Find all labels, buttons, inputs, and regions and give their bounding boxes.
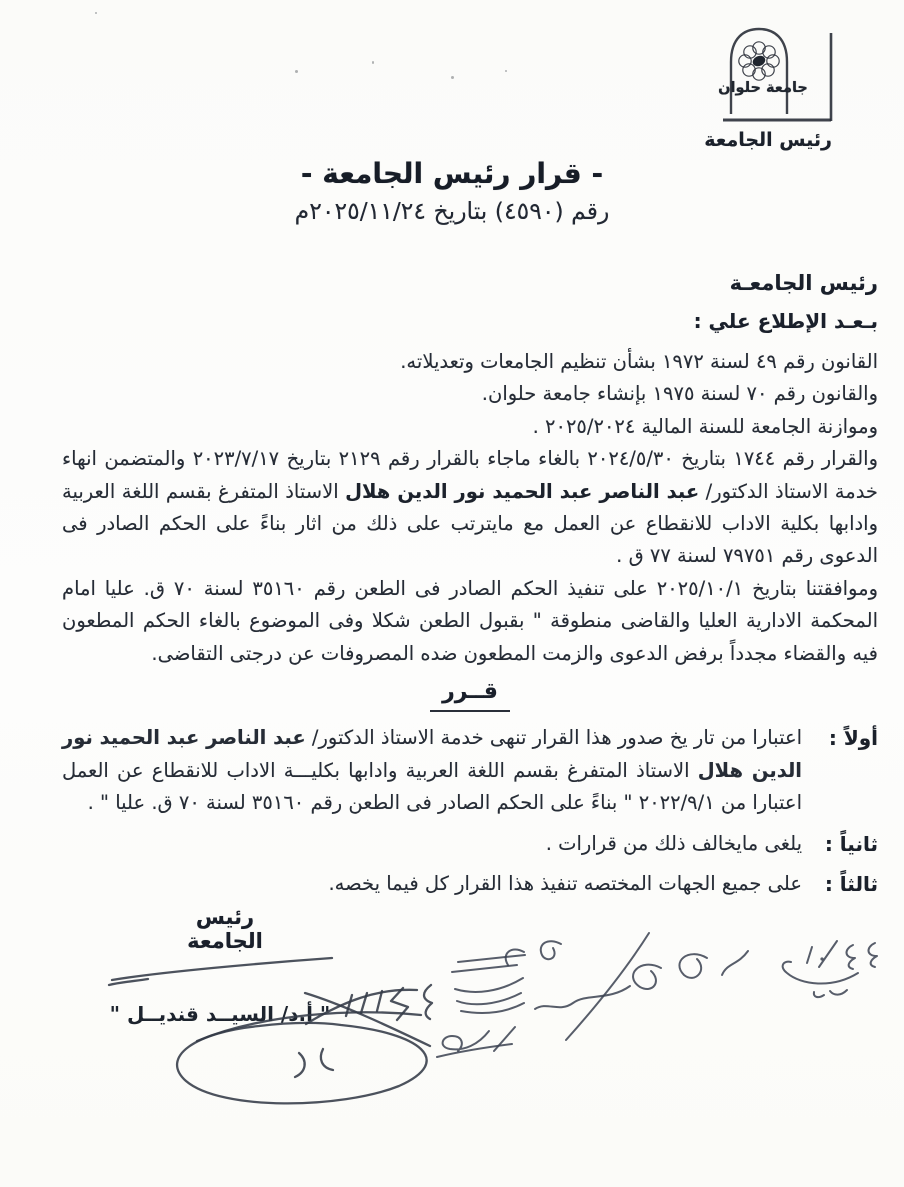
decree-item-first [62,722,878,819]
handwritten-signatures [0,918,904,1187]
decree-item-label: ثالثاً : [824,872,878,897]
right-handwritten-annotation [783,941,877,997]
scan-speck [95,12,97,14]
decree-item-text: يلغى مايخالف ذلك من قرارات . [545,831,802,855]
decree-item-label: أولاً : [828,726,878,751]
recital-text: والقرار رقم ١٧٤٤ بتاريخ ٢٠٢٤/٥/٣٠ بالغاء ماجاء بالقرار رقم ٢١٢٩ بتاريخ ٢٠٢٣/٧/١٧ والمتضمن انهاء خدمة الاستاذ الدكتور/ [62,447,879,503]
decree-number-date: رقم (٤٥٩٠) بتاريخ ٢٠٢٥/١١/٢٤م [294,197,610,225]
decree-item-text: على جميع الجهات المختصه تنفيذ هذا القرار كل فيما يخصه. [328,872,802,896]
signature-role: رئيس الجامعة [187,905,263,953]
professor-name: عبد الناصر عبد الحميد نور الدين هلال [62,726,802,782]
recital-law-70: والقانون رقم ٧٠ لسنة ١٩٧٥ بإنشاء جامعة حلوان. [481,382,878,406]
logo-wordmark: جامعة حلوان [718,80,808,96]
letterhead-role: رئيس الجامعة [704,129,832,151]
helwan-university-logo [700,20,840,130]
decree-item-label: ثانياً : [824,831,878,856]
scan-speck [451,76,454,79]
item-text: الاستاذ المتفرغ بقسم اللغة العربية وادابها بكليـــة الاداب للانقطاع عن العمل اعتبارا من ٢٠٢٢/٩/١ " بناءً على الحكم الصادر فى الطعن رقم ٣٥١٦٠ لسنة ٧٠ ق. عليا " . [62,758,802,815]
president-signature-scribble [109,958,432,1103]
middle-handwritten-annotation [452,933,748,1040]
recital-text: الاستاذ المتفرغ بقسم اللغة العربية وادابها بكلية الاداب للانقطاع عن العمل مع مايترتب على ذلك من اثار بناءً على الحكم الصادر فى الدعوى رقم ٧٩٧٥١ لسنة ٧٧ ق . [62,479,878,568]
recital-approval: وموافقتنا بتاريخ ٢٠٢٥/١٠/١ على تنفيذ الحكم الصادر فى الطعن رقم ٣٥١٦٠ لسنة ٧٠ ق. عليا امام المحكمة الادارية العليا والقاضى منطوقة " بقبول الطعن شكلا وفى الموضوع بالغاء الحكم المطعون فيه والقضاء مجدداً برفض الدعوى والزمت المطعون ضده المصروفات عن درجتى التقاضى. [62,576,878,665]
recital-law-49: القانون رقم ٤٩ لسنة ١٩٧٢ بشأن تنظيم الجامعات وتعديلاته. [400,350,878,373]
logo-atom-emblem [739,42,779,80]
handwritten-date-mark [437,1027,515,1057]
authority-heading: رئيس الجامعـة [729,271,878,295]
decree-item-second [62,828,878,860]
decree-item-text [62,722,802,819]
item-text: اعتبارا من تار يخ صدور هذا القرار تنهى خدمة الاستاذ الدكتور/ [305,726,803,750]
decided-heading: قــرر [430,676,510,712]
scan-speck [295,70,298,73]
recital-termination-decree [62,443,878,573]
decree-item-third [62,868,878,900]
after-review-heading: بـعـد الإطلاع علي : [693,309,878,333]
professor-name: عبد الناصر عبد الحميد نور الدين هلال [345,479,700,503]
decided-heading-wrap [62,676,878,712]
decree-body [62,268,878,901]
scan-speck [372,61,374,64]
signatory-name: " أ.د/ السيــد قنديــل " [109,1002,331,1026]
scan-speck [505,70,507,72]
recital-budget: وموازنة الجامعة للسنة المالية ٢٠٢٥/٢٠٢٤ . [532,414,878,438]
decree-title: - قرار رئيس الجامعة - [300,157,604,190]
